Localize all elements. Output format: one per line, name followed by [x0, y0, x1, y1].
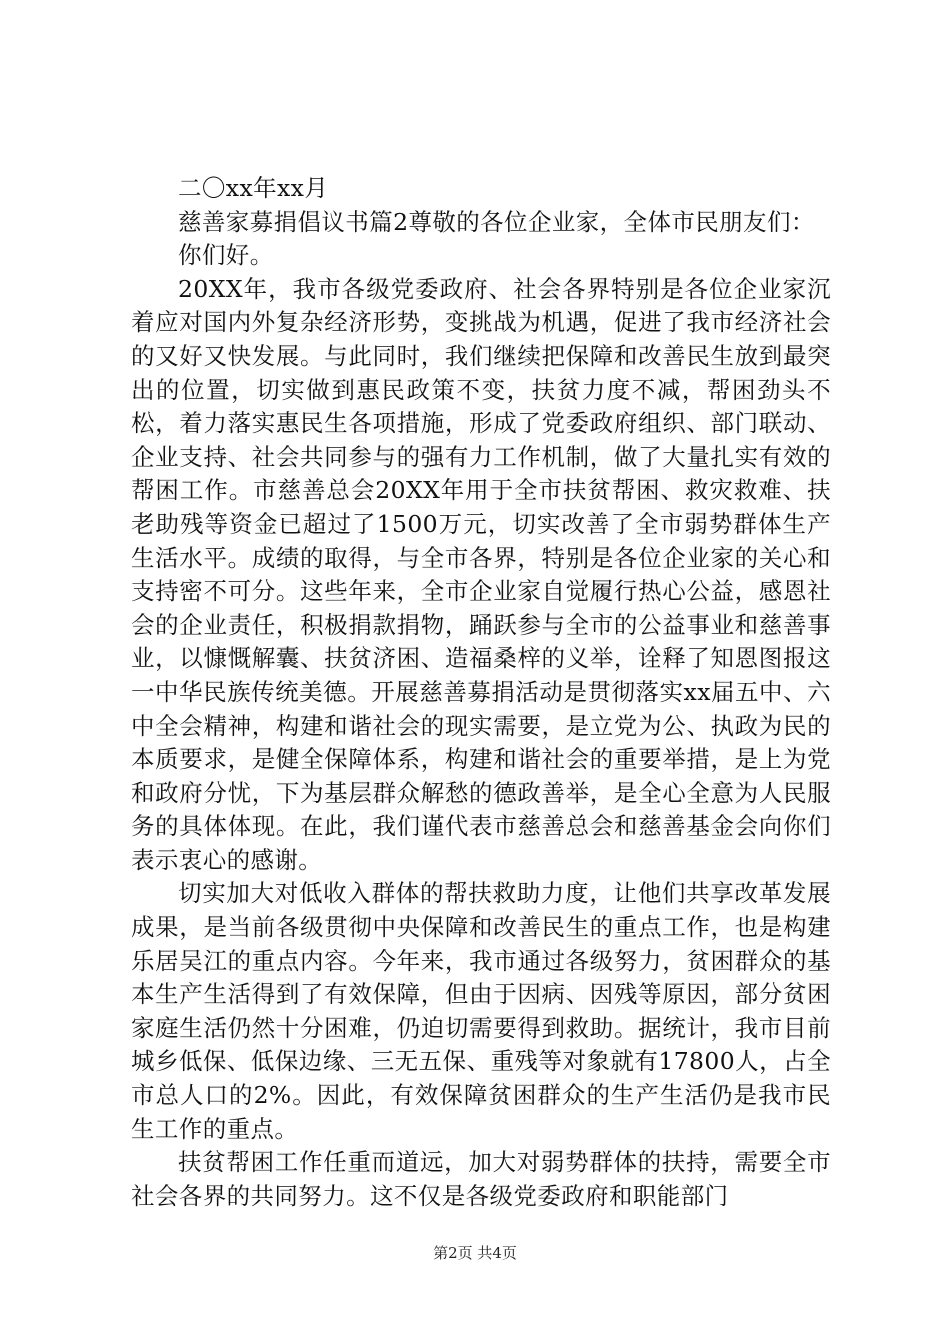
date-line: 二〇xx年xx月: [178, 174, 329, 202]
body-paragraph: 20XX年，我市各级党委政府、社会各界特别是各位企业家沉着应对国内外复杂经济形势，变挑战为机遇，促进了我市经济社会的又好又快发展。与此同时，我们继续把保障和改善民生放到最突出的位置，切实做到惠民政策不变，扶贫力度不减，帮困劲头不松，着力落实惠民生各项措施，形成了党委政府组织、部门联动、企业支持、社会共同参与的强有力工作机制，做了大量扎实有效的帮困工作。市慈善总会20XX年用于全市扶贫帮困、救灾救难、扶老助残等资金已超过了1500万元，切实改善了全市弱势群体生产生活水平。成绩的取得，与全市各界，特别是各位企业家的关心和支持密不可分。这些年来，全市企业家自觉履行热心公益，感恩社会的企业责任，积极捐款捐物，踊跃参与全市的公益事业和慈善事业，以慷慨解囊、扶贫济困、造福桑梓的义举，诠释了知恩图报这一中华民族传统美德。开展慈善募捐活动是贯彻落实xx届五中、六中全会精神，构建和谐社会的现实需要，是立党为公、执政为民的本质要求，是健全保障体系，构建和谐社会的重要举措，是上为党和政府分忧，下为基层群众解愁的德政善举，是全心全意为人民服务的具体体现。在此，我们谨代表市慈善总会和慈善基金会向你们表示衷心的感谢。: [131, 274, 831, 874]
letter-title-salutation: 慈善家募捐倡议书篇2尊敬的各位企业家，全体市民朋友们：: [178, 207, 815, 236]
page-number-footer: 第2页 共4页: [433, 1244, 517, 1262]
body-paragraph: 切实加大对低收入群体的帮扶救助力度，让他们共享改革发展成果，是当前各级贯彻中央保障和改善民生的重点工作，也是构建乐居吴江的重点内容。今年来，我市通过各级努力，贫困群众的基本生产生活得到了有效保障，但由于因病、因残等原因，部分贫困家庭生活仍然十分困难，仍迫切需要得到救助。据统计，我市目前城乡低保、低保边缘、三无五保、重残等对象就有17800人，占全市总人口的2%。因此，有效保障贫困群众的生产生活仍是我市民生工作的重点。: [131, 879, 831, 1143]
body-paragraph: 扶贫帮困工作任重而道远，加大对弱势群体的扶持，需要全市社会各界的共同努力。这不仅是各级党委政府和职能部门: [131, 1148, 831, 1210]
document-body: [131, 172, 831, 1213]
greeting: 你们好。: [178, 241, 274, 270]
